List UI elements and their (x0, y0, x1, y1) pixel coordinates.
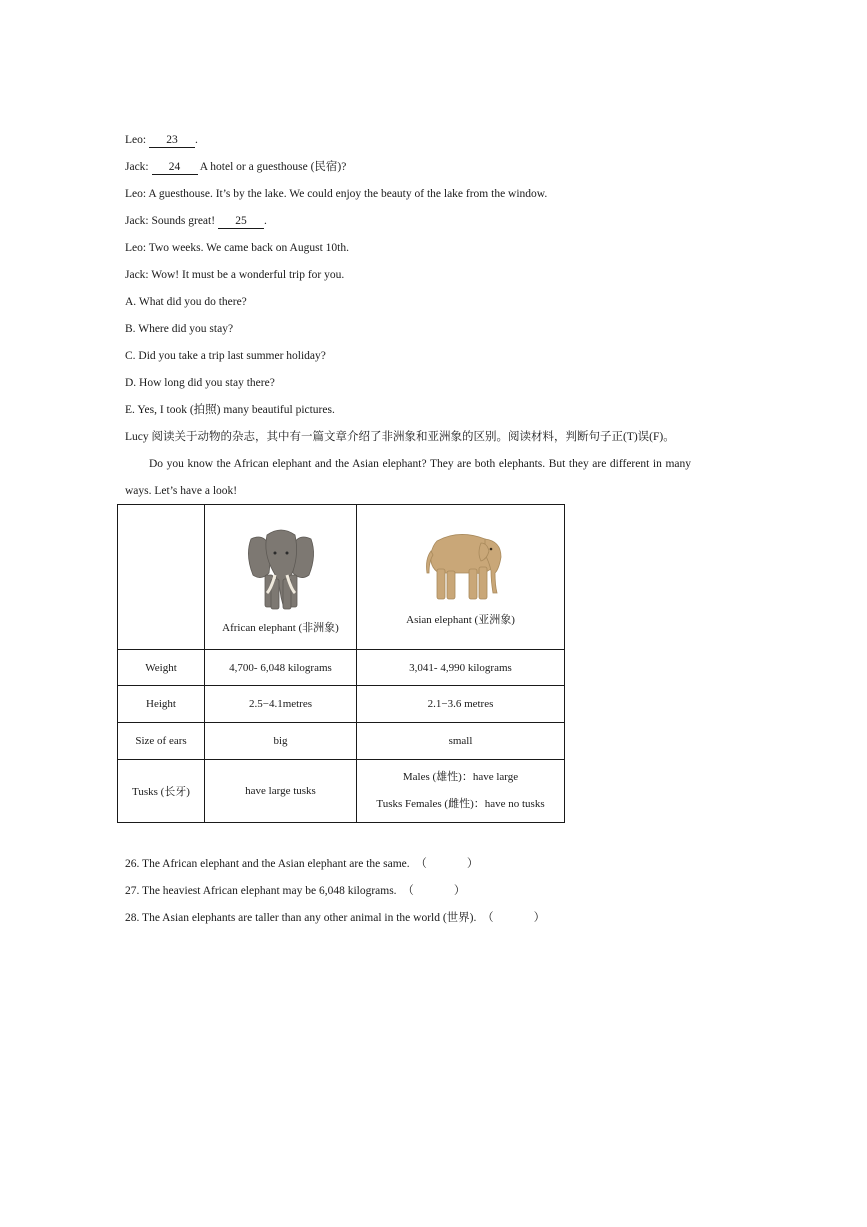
dialogue-line-5 (125, 240, 349, 256)
answer-paren-28[interactable]: （ ） (482, 912, 546, 924)
option-c: C. Did you take a trip last summer holiday? (125, 350, 326, 362)
asian-elephant-caption: Asian elephant (亚洲象) (406, 614, 515, 626)
dialogue-line-4-end: . (263, 215, 267, 227)
question-28 (125, 910, 545, 926)
option-b: B. Where did you stay? (125, 323, 234, 335)
asian-height: 2.1−3.6 metres (357, 686, 565, 723)
table-row (118, 686, 565, 723)
table-row (118, 760, 565, 823)
reading-instruction: Lucy 阅读关于动物的杂志，其中有一篇文章介绍了非洲象和亚洲象的区别。阅读材料，判断句子正(T)误(F)。 (125, 431, 675, 443)
asian-tusks (357, 760, 565, 823)
option-d: D. How long did you stay there? (125, 377, 275, 389)
table-header-row (118, 505, 565, 650)
option-a: A. What did you do there? (125, 296, 247, 308)
answer-paren-26[interactable]: （ ） (415, 858, 479, 870)
dialogue-line-2-end: A hotel or a guesthouse (民宿)? (197, 161, 347, 173)
asian-ears: small (357, 723, 565, 760)
dialogue-line-5-text: Leo: Two weeks. We came back on August 10th. (125, 242, 349, 254)
dialogue-line-6-text: Jack: Wow! It must be a wonderful trip for you. (125, 269, 345, 281)
asian-weight: 3,041- 4,990 kilograms (357, 650, 565, 686)
question-26 (125, 856, 478, 872)
dialogue-line-1 (125, 132, 198, 148)
question-28-text: 28. The Asian elephants are taller than any other animal in the world (世界). (125, 912, 477, 924)
question-27 (125, 883, 465, 899)
row-label-ears: Size of ears (118, 723, 205, 760)
dialogue-line-4 (125, 213, 267, 229)
african-height: 2.5−4.1metres (205, 686, 357, 723)
asian-elephant-image (415, 527, 507, 605)
question-27-text: 27. The heaviest African elephant may be 6,048 kilograms. (125, 885, 397, 897)
table-row (118, 723, 565, 760)
question-26-text: 26. The African elephant and the Asian elephant are the same. (125, 858, 410, 870)
elephant-comparison-table (117, 504, 565, 823)
passage-text: Do you know the African elephant and the Asian elephant? They are both elephants. But they are different in many ways. Let’s have a look! (125, 458, 691, 497)
asian-tusks-line-2: Tusks Females (雌性)：have no tusks (376, 798, 545, 810)
table-row (118, 650, 565, 686)
dialogue-line-6 (125, 267, 344, 283)
african-ears: big (205, 723, 357, 760)
african-tusks: have large tusks (205, 760, 357, 823)
answer-blank-23[interactable]: 23 (149, 134, 195, 148)
african-elephant-caption: African elephant (非洲象) (222, 622, 339, 634)
asian-tusks-line-1: Males (雄性)：have large (402, 771, 519, 783)
option-e: E. Yes, I took (拍照) many beautiful pictures. (125, 404, 335, 416)
dialogue-line-4-text: Jack: Sounds great! (125, 215, 218, 227)
dialogue-line-3-text: Leo: A guesthouse. It’s by the lake. We could enjoy the beauty of the lake from the window. (125, 188, 548, 200)
dialogue-line-1-text: Leo: (125, 134, 149, 146)
answer-blank-25[interactable]: 25 (218, 215, 264, 229)
dialogue-line-2-text: Jack: (125, 161, 152, 173)
row-label-tusks: Tusks (长牙) (118, 760, 205, 823)
row-label-weight: Weight (118, 650, 205, 686)
table-corner-cell (118, 505, 205, 650)
african-weight: 4,700- 6,048 kilograms (205, 650, 357, 686)
dialogue-line-1-end: . (194, 134, 198, 146)
african-elephant-header (205, 505, 357, 650)
dialogue-line-3 (125, 186, 547, 202)
answer-blank-24[interactable]: 24 (152, 161, 198, 175)
answer-paren-27[interactable]: （ ） (402, 885, 466, 897)
dialogue-line-2 (125, 159, 346, 175)
asian-elephant-header (357, 505, 565, 650)
reading-passage (125, 451, 691, 505)
row-label-height: Height (118, 686, 205, 723)
african-elephant-image (241, 519, 321, 613)
